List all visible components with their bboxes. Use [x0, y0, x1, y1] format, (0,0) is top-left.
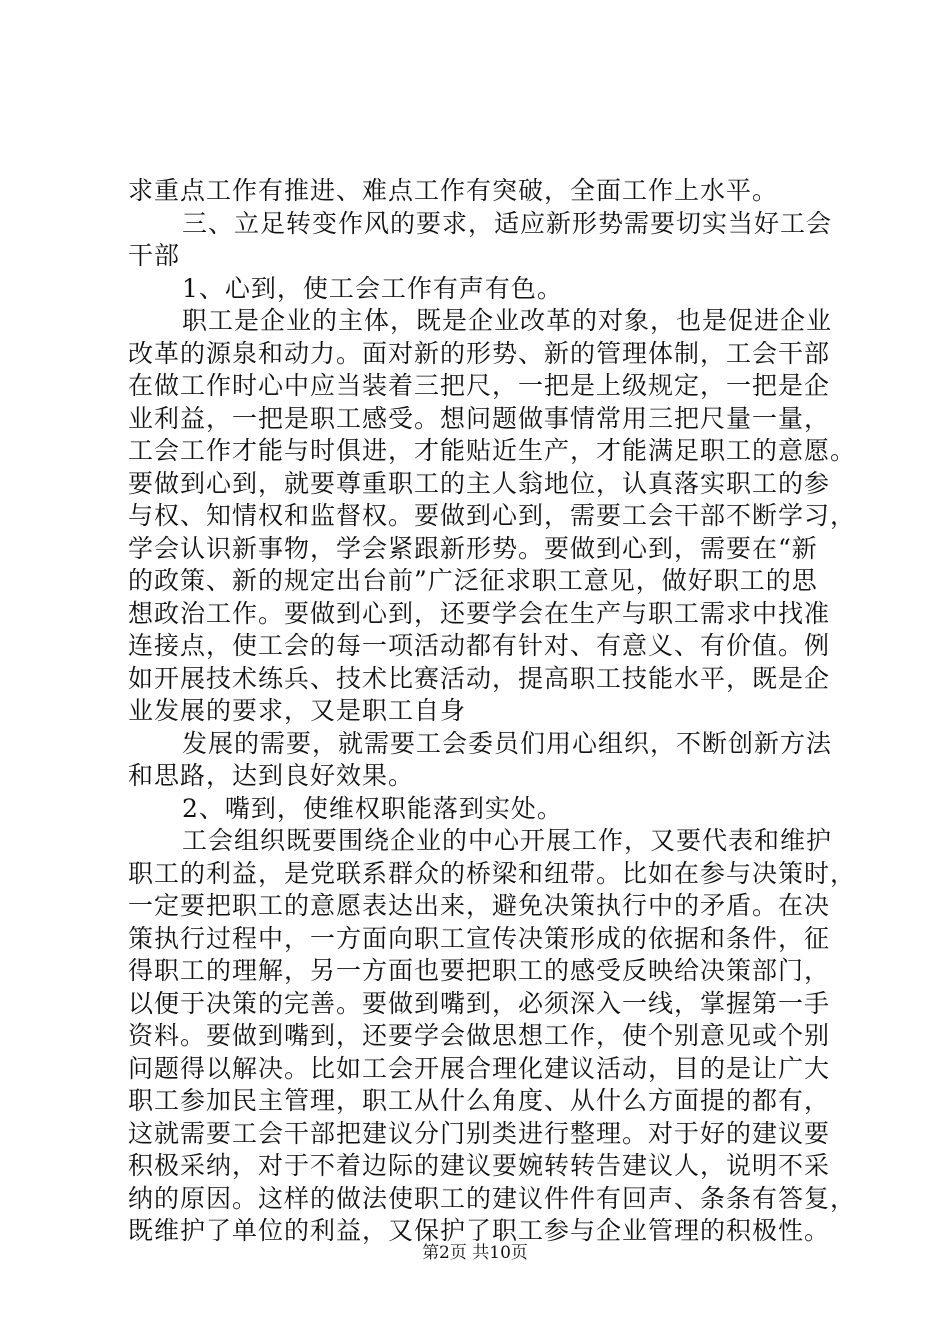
- text-line: 在做工作时心中应当装着三把尺，一把是上级规定，一把是企: [128, 371, 831, 400]
- text-line: 如开展技术练兵、技术比赛活动，提高职工技能水平，既是企: [128, 663, 831, 693]
- text-line: 这就需要工会干部把建议分门别类进行整理。对于好的建议要: [128, 1118, 831, 1148]
- text-line: 改革的源泉和动力。面对新的形势、新的管理体制，工会干部: [128, 338, 831, 368]
- text-line: 工会工作才能与时俱进，才能贴近生产，才能满足职工的意愿。: [128, 436, 857, 465]
- text-line: 资料。要做到嘴到，还要学会做思想工作，使个别意见或个别: [128, 1021, 831, 1050]
- text-line: 职工的利益，是党联系群众的桥梁和纽带。比如在参与决策时，: [128, 858, 857, 888]
- text-line: 2、嘴到，使维权职能落到实处。: [182, 793, 563, 823]
- text-line: 纳的原因。这样的做法使职工的建议件件有回声、条条有答复，: [128, 1183, 857, 1213]
- text-line: 与权、知情权和监督权。要做到心到，需要工会干部不断学习，: [128, 501, 857, 530]
- text-line: 1、心到，使工会工作有声有色。: [182, 273, 563, 303]
- text-line: 连接点，使工会的每一项活动都有针对、有意义、有价值。例: [128, 631, 831, 660]
- text-line: 求重点工作有推进、难点工作有突破，全面工作上水平。: [128, 176, 779, 205]
- text-line: 业利益，一把是职工感受。想问题做事情常用三把尺量一量，: [128, 403, 831, 433]
- text-line: 策执行过程中，一方面向职工宣传决策形成的依据和条件，征: [128, 923, 831, 953]
- text-line: 的政策、新的规定出台前”广泛征求职工意见，做好职工的思: [128, 566, 818, 595]
- page-number-footer: 第2页 共10页: [422, 1243, 528, 1263]
- text-line: 工会组织既要围绕企业的中心开展工作，又要代表和维护: [182, 826, 833, 855]
- text-line: 要做到心到，就要尊重职工的主人翁地位，认真落实职工的参: [128, 468, 831, 498]
- text-line: 以便于决策的完善。要做到嘴到，必须深入一线，掌握第一手: [128, 988, 831, 1018]
- text-line: 职工参加民主管理，职工从什么角度、从什么方面提的都有，: [128, 1086, 831, 1115]
- text-line: 既维护了单位的利益，又保护了职工参与企业管理的积极性。: [128, 1216, 831, 1245]
- text-line: 职工是企业的主体，既是企业改革的对象，也是促进企业: [182, 306, 833, 335]
- text-line: 得职工的理解，另一方面也要把职工的感受反映给决策部门，: [128, 956, 831, 985]
- text-line: 业发展的要求，又是职工自身: [128, 696, 467, 725]
- text-line: 和思路，达到良好效果。: [128, 761, 415, 790]
- text-line: 想政治工作。要做到心到，还要学会在生产与职工需求中找准: [128, 598, 831, 628]
- text-line: 一定要把职工的意愿表达出来，避免决策执行中的矛盾。在决: [128, 891, 831, 920]
- document-body: [128, 175, 857, 1248]
- text-line: 学会认识新事物，学会紧跟新形势。要做到心到，需要在“新: [128, 533, 818, 563]
- text-line: 干部: [128, 241, 181, 270]
- text-line: 发展的需要，就需要工会委员们用心组织，不断创新方法: [182, 728, 833, 758]
- text-line: 三、立足转变作风的要求，适应新形势需要切实当好工会: [182, 208, 833, 238]
- text-line: 积极采纳，对于不着边际的建议要婉转转告建议人，说明不采: [128, 1151, 831, 1180]
- text-line: 问题得以解决。比如工会开展合理化建议活动，目的是让广大: [128, 1053, 831, 1083]
